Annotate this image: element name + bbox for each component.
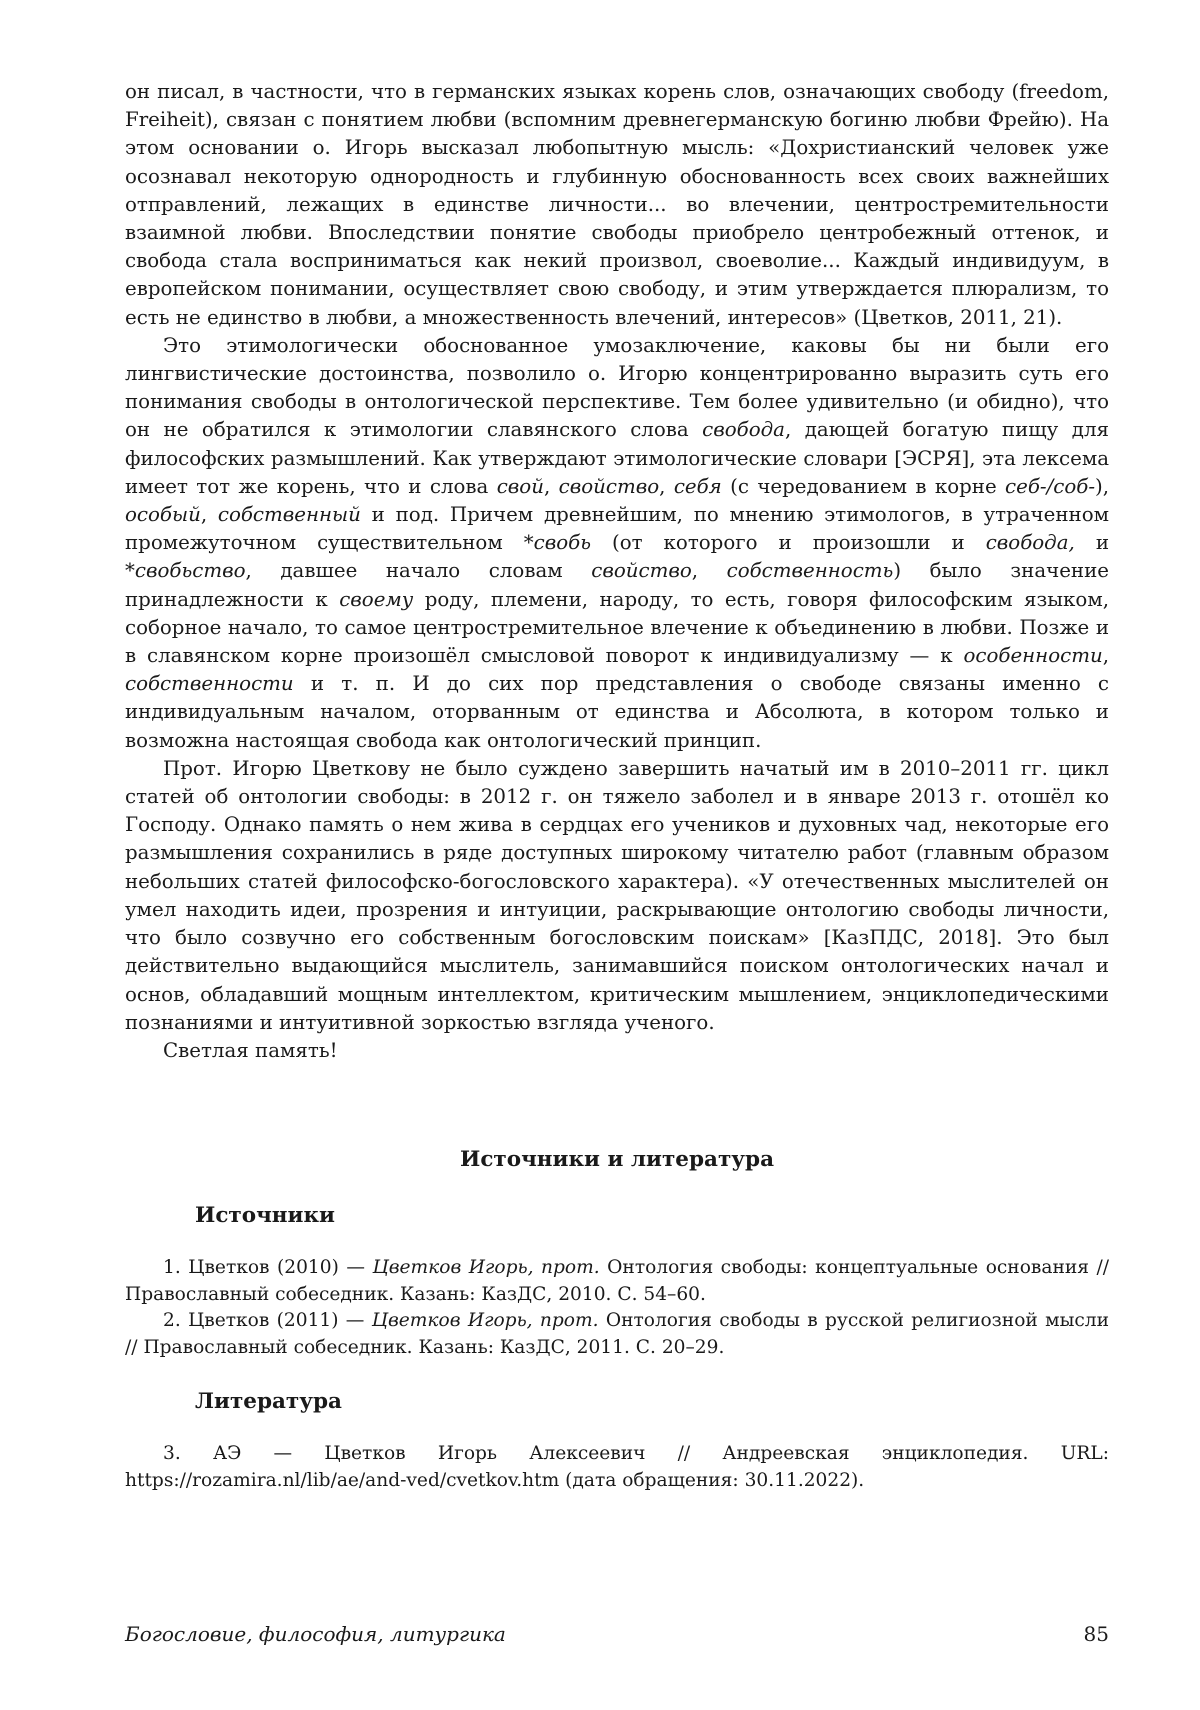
text-run: , [543,474,559,498]
text-run: ), [1095,474,1110,498]
text-run: роду, племени, народу, то есть, говоря философским языком, соборное начало, то самое центростремительное влечение к объединению в любви. Позже и в славянском корне произошёл смысловой поворот к индивидуализму — к [125,587,1110,668]
italic-term: свой [496,474,544,498]
italic-term: собственность [726,559,894,583]
italic-term: свобода, [985,531,1075,555]
journal-title: Богословие, философия, литургика [125,1622,506,1646]
text-run: , [691,559,727,583]
sources-list [125,1255,1109,1361]
text-run: и т. п. И до сих пор представления о свободе связаны именно с индивидуальным началом, оторванным от единства и Абсолюта, в котором только и возможна настоящая свобода как онтологический принцип. [125,672,1109,752]
italic-term: собственный [217,503,361,527]
page-footer [125,1622,1109,1646]
text-run: , [659,474,674,498]
italic-term: себ-/соб- [1005,474,1095,498]
italic-term: свобьство [134,559,246,583]
italic-term: свойство [591,559,692,583]
italic-term: свобода [702,418,785,442]
text-run: (от которого и произошли и [590,531,986,555]
literature-item-1: 3. АЭ — Цветков Игорь Алексеевич // Андреевская энциклопедия. URL: https://rozamira.nl/lib/ae/and-ved/cvetkov.htm (дата обращения: 30.11.2022). [125,1443,1109,1491]
text-run: , дающей богатую пищу для философских размышлений. Как утверждают этимологические словари [ЭСРЯ], эта лексема имеет тот же корень, что и слова [125,418,1109,498]
text-run: (с чередованием в корне [721,474,1006,498]
italic-term: свобь [533,531,591,555]
literature-heading: Литература [195,1389,342,1415]
text-run: ) было значение принадлежности к [125,559,1109,611]
text-run: , [200,503,218,527]
paragraph-4: Светлая память! [163,1038,338,1062]
text-run: , [1102,644,1109,668]
italic-term: особенности [963,644,1103,668]
paragraph-2 [125,332,1109,755]
text-run: Это этимологически обоснованное умозаключение, каковы бы ни были его лингвистические достоинства, позволило о. Игорю концентрированно выразить суть его понимания свободы в онтологической перспективе. Тем более удивительно (и обидно), что он не обратился к этимологии славянского слова [125,333,1109,442]
paragraph-1: он писал, в частности, что в германских языках корень слов, означающих свободу (freedom, Freiheit), связан с понятием любви (вспомним древнегерманскую богиню любви Фрейю). На этом основании о. Игорь высказал любопытную мысль: «Дохристианский человек уже осознавал некоторую однородность и глубинную обоснованность всех своих важнейших отправлений, лежащих в единстве личности... во влечении, центростремительности взаимной любви. Впоследствии понятие свободы приобрело центробежный оттенок, и свобода стала восприниматься как некий произвол, своеволие... Каждый индивидуум, в европейском понимании, осуществляет свою свободу, и этим утверждается плюрализм, то есть не единство в любви, а множественность влечений, интересов» (Цветков, 2011, 21). [125,80,1109,329]
literature-list [125,1441,1109,1494]
italic-term: себя [673,474,722,498]
paragraph-3: Прот. Игорю Цветкову не было суждено завершить начатый им в 2010–2011 гг. цикл статей об онтологии свободы: в 2012 г. он тяжело заболел и в январе 2013 г. отошёл ко Господу. Однако память о нем жива в сердцах его учеников и духовных чад, некоторые его размышления сохранились в ряде доступных широкому читателю работ (главным образом небольших статей философско-богословского характера). «У отечественных мыслителей он умел находить идеи, прозрения и интуиции, раскрывающие онтологию свободы личности, что было созвучно его собственным богословским поискам» [КазПДС, 2018]. Это был действительно выдающийся мыслитель, занимавшийся поиском онтологических начал и основ, обладавший мощным интеллектом, критическим мышлением, энциклопедическими познаниями и интуитивной зоркостью взгляда ученого. [125,756,1109,1034]
source-item-1: 1. Цветков (2010) — Цветков Игорь, прот. Онтология свободы: концептуальные основания // Православный собеседник. Казань: КазДС, 2010. С. 54–60. [125,1257,1109,1305]
text-run: и * [125,531,1109,583]
sources-heading: Источники [195,1203,335,1229]
page-number: 85 [1083,1622,1109,1646]
text-run: , давшее начало словам [245,559,592,583]
bibliography-heading: Источники и литература [460,1147,774,1173]
italic-term: особый [125,503,201,527]
italic-term: собственности [125,672,294,696]
source-item-2: 2. Цветков (2011) — Цветков Игорь, прот. Онтология свободы в русской религиозной мысли // Православный собеседник. Казань: КазДС, 2011. С. 20–29. [125,1310,1109,1358]
text-run: и под. Причем древнейшим, по мнению этимологов, в утраченном промежуточном существительном * [125,503,1109,555]
italic-term: свойство [558,474,660,498]
italic-term: своему [339,587,414,611]
article-body [125,78,1109,1494]
